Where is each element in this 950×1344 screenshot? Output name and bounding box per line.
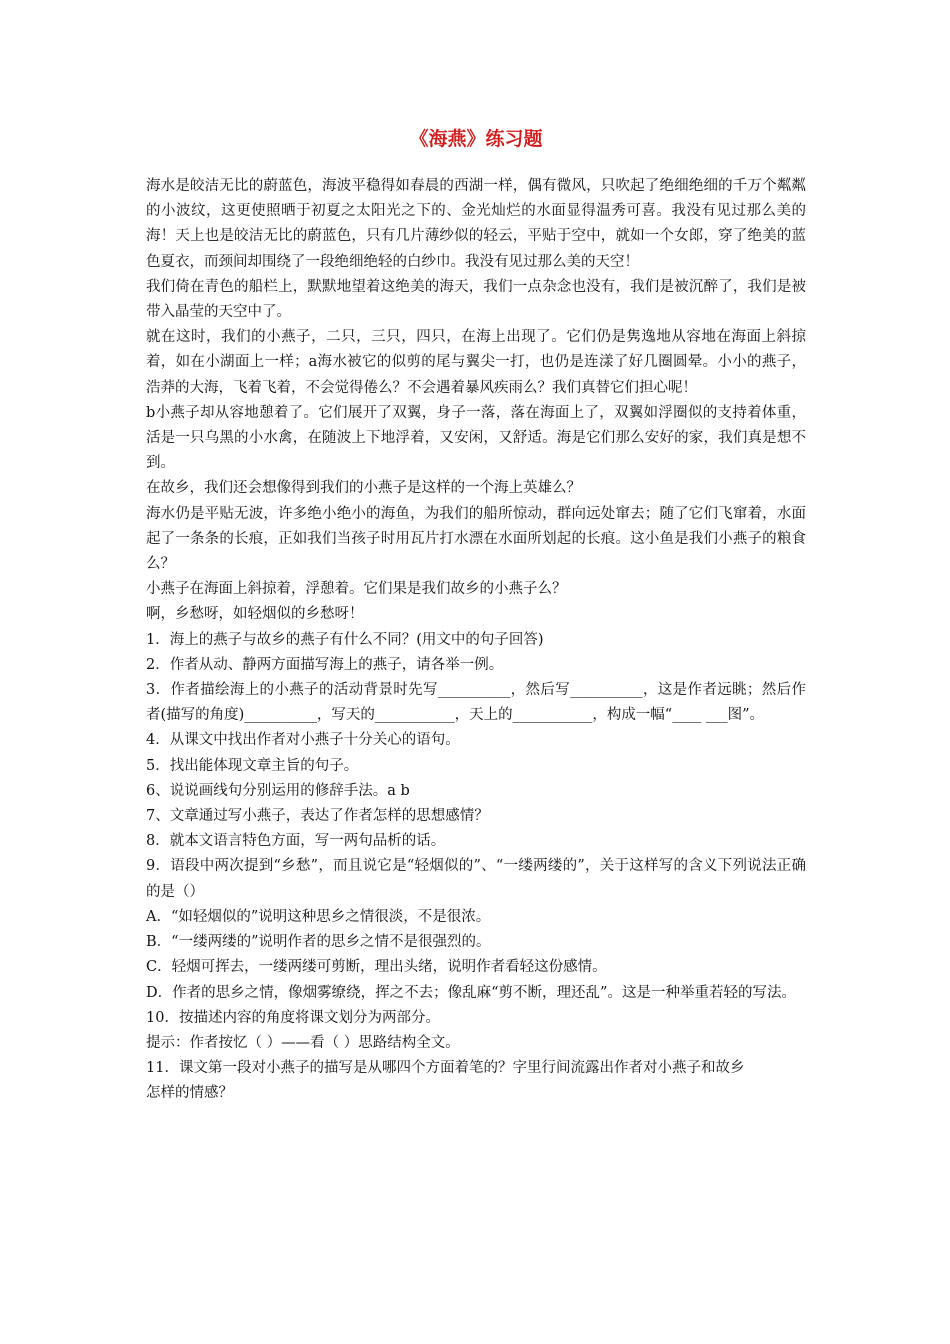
question-9-option-d: D．作者的思乡之情，像烟雾缭绕，挥之不去；像乱麻“剪不断，理还乱”。这是一种举重若轻的写法。	[146, 984, 796, 1001]
question-9: 9．语段中两次提到“乡愁”，而且说它是“轻烟似的”、“一缕两缕的”，关于这样写的含义下列说法正确的是（）	[146, 858, 806, 900]
question-2: 2．作者从动、静两方面描写海上的燕子，请各举一例。	[146, 656, 504, 673]
question-11: 11．课文第一段对小燕子的描写是从哪四个方面着笔的？字里行间流露出作者对小燕子和故乡	[146, 1060, 745, 1077]
passage-paragraph-7: 小燕子在海面上斜掠着，浮憩着。它们果是我们故乡的小燕子么？	[146, 581, 567, 598]
passage-paragraph-5: 在故乡，我们还会想像得到我们的小燕子是这样的一个海上英雄么？	[146, 480, 581, 497]
question-9-option-c: C．轻烟可挥去，一缕两缕可剪断，理出头绪，说明作者看轻这份感情。	[146, 959, 607, 976]
question-11-continued: 怎样的情感？	[146, 1085, 233, 1102]
question-9-option-b: B．“一缕两缕的”说明作者的思乡之情不是很强烈的。	[146, 934, 491, 951]
question-1: 1．海上的燕子与故乡的燕子有什么不同？(用文中的句子回答)	[146, 631, 544, 648]
passage-paragraph-4: b小燕子却从容地憩着了。它们展开了双翼，身子一落，落在海面上了，双翼如浮圈似的支持着体重，活是一只乌黑的小水禽，在随波上下地浮着，又安闲，又舒适。海是它们那么安好的家，我们真是想不到。	[146, 404, 806, 472]
passage-paragraph-3: 就在这时，我们的小燕子，二只，三只，四只，在海上出现了。它们仍是隽逸地从容地在海面上斜掠着，如在小湖面上一样；a海水被它的似剪的尾与翼尖一打，也仍是连漾了好几圈圆晕。小小的燕子，浩莽的大海，飞着飞着，不会觉得倦么？不会遇着暴风疾雨么？我们真替它们担心呢！	[146, 329, 806, 396]
question-10-hint: 提示：作者按忆（ ）——看（ ）思路结构全文。	[146, 1034, 460, 1051]
question-9-option-a: A．“如轻烟似的”说明这种思乡之情很淡，不是很浓。	[146, 908, 491, 925]
passage-paragraph-8: 啊，乡愁呀，如轻烟似的乡愁呀！	[146, 606, 364, 623]
document-title: 《海燕》练习题	[409, 128, 543, 150]
question-4: 4．从课文中找出作者对小燕子十分关心的语句。	[146, 732, 460, 749]
question-8: 8．就本文语言特色方面，写一两句品析的话。	[146, 833, 446, 850]
question-7: 7、文章通过写小燕子，表达了作者怎样的思想感情？	[146, 808, 489, 825]
passage-paragraph-6: 海水仍是平贴无波，许多绝小绝小的海鱼，为我们的船所惊动，群向远处窜去；随了它们飞窜着，水面起了一条条的长痕，正如我们当孩子时用瓦片打水漂在水面所划起的长痕。这小鱼是我们小燕子的粮食么？	[146, 505, 806, 573]
passage-paragraph-2: 我们倚在青色的船栏上，默默地望着这绝美的海天，我们一点杂念也没有，我们是被沉醉了，我们是被带入晶莹的天空中了。	[146, 278, 806, 321]
document-body	[146, 174, 806, 1107]
question-10: 10．按描述内容的角度将课文划分为两部分。	[146, 1009, 440, 1026]
document-page	[146, 124, 806, 1107]
passage-paragraph-1: 海水是皎洁无比的蔚蓝色，海波平稳得如春晨的西湖一样，偶有微风，只吹起了绝细绝细的千万个粼粼的小波纹，这更使照晒于初夏之太阳光之下的、金光灿烂的水面显得温秀可喜。我没有见过那么美的海！天上也是皎洁无比的蔚蓝色，只有几片薄纱似的轻云，平贴于空中，就如一个女郎，穿了绝美的蓝色夏衣，而颈间却围绕了一段绝细绝轻的白纱巾。我没有见过那么美的天空！	[146, 178, 806, 270]
question-5: 5．找出能体现文章主旨的句子。	[146, 757, 359, 774]
question-6: 6、说说画线句分别运用的修辞手法。a b	[146, 782, 410, 799]
question-3: 3．作者描绘海上的小燕子的活动背景时先写__________，然后写__________，这是作者远眺；然后作者(描写的角度)__________，写天的___________，天上的___________，构成一幅“____ ___图”。	[146, 682, 806, 724]
